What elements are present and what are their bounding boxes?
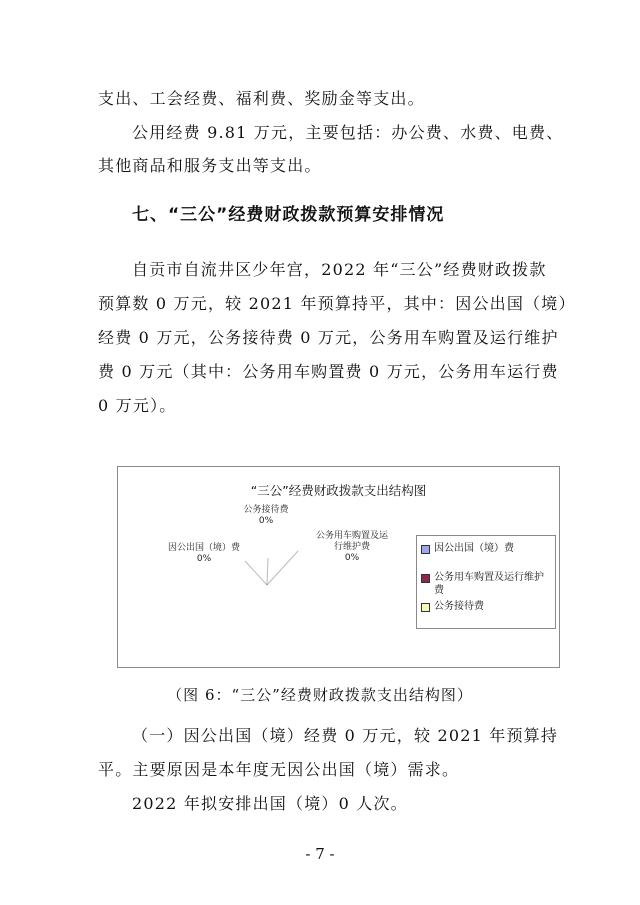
chart-title: “三公”经费财政拨款支出结构图 <box>250 483 427 498</box>
legend-label-line1: 公务用车购置及运行维护 <box>434 572 544 583</box>
data-label-name: 因公出国（境）费 <box>167 543 240 553</box>
paragraph-line: 经费 0 万元，公务接待费 0 万元，公务用车购置及运行维护 <box>98 328 559 347</box>
paragraph-line: 平。主要原因是本年度无因公出国（境）需求。 <box>98 760 460 779</box>
data-label-abroad <box>158 543 250 565</box>
figure-caption: （图 6：“三公”经费财政拨款支出结构图） <box>167 686 473 704</box>
paragraph-line: 支出、工会经费、福利费、奖励金等支出。 <box>98 89 425 108</box>
data-label-value: 0% <box>344 553 360 563</box>
paragraph-line: 自贡市自流井区少年宫，2022 年“三公”经费财政拨款 <box>132 260 547 279</box>
data-label-vehicle <box>296 531 408 564</box>
legend-label-line2: 费 <box>434 585 444 596</box>
data-label-name: 公务接待费 <box>243 505 289 515</box>
paragraph-line: 费 0 万元（其中：公务用车购置费 0 万元，公务用车运行费 <box>98 362 559 381</box>
legend-label: 因公出国（境）费 <box>434 543 514 554</box>
section-heading: 七、“三公”经费财政拨款预算安排情况 <box>132 205 445 225</box>
paragraph-line: 公用经费 9.81 万元，主要包括：办公费、水费、电费、 <box>132 123 564 142</box>
leader-line-vehicle <box>267 551 298 585</box>
data-label-value: 0% <box>196 554 212 564</box>
legend-item-abroad <box>421 542 514 555</box>
page-number: - 7 - <box>305 845 335 863</box>
paragraph-line: （一）因公出国（境）经费 0 万元，较 2021 年预算持 <box>132 726 559 745</box>
paragraph-line: 2022 年拟安排出国（境）0 人次。 <box>132 794 408 813</box>
legend-item-vehicle <box>421 571 544 597</box>
chart-legend <box>416 535 556 629</box>
legend-label: 公务接待费 <box>434 601 484 612</box>
legend-swatch <box>421 603 430 612</box>
legend-item-reception <box>421 600 484 613</box>
data-label-name-line2: 行维护费 <box>333 542 370 552</box>
data-label-reception <box>230 505 302 527</box>
data-label-value: 0% <box>258 516 274 526</box>
pie-chart <box>117 466 560 668</box>
paragraph-line: 0 万元）。 <box>98 396 177 415</box>
legend-label <box>434 571 544 597</box>
legend-swatch <box>421 574 430 583</box>
data-label-name-line1: 公务用车购置及运 <box>315 531 388 541</box>
paragraph-line: 其他商品和服务支出等支出。 <box>98 156 322 175</box>
leader-line-abroad <box>267 558 268 585</box>
paragraph-line: 预算数 0 万元，较 2021 年预算持平，其中：因公出国（境） <box>98 294 576 313</box>
legend-swatch <box>421 545 430 554</box>
